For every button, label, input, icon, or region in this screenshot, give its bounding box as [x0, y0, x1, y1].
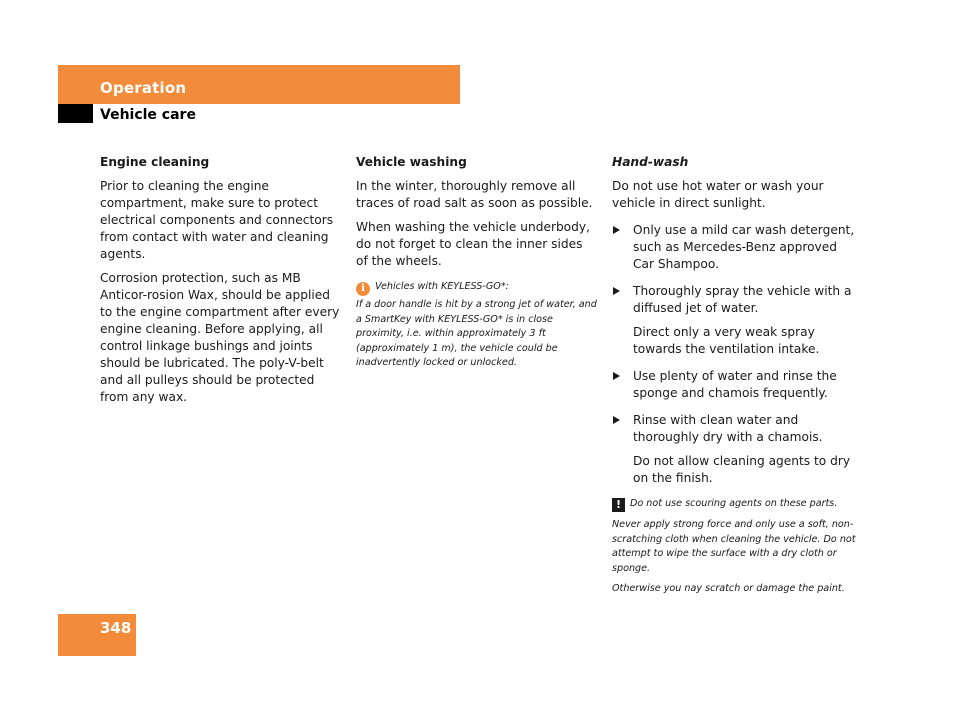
arrow-bullet-icon	[613, 287, 620, 295]
paint-warning-title: Do not use scouring agents on these parts.	[630, 498, 838, 509]
arrow-bullet-icon	[613, 372, 620, 380]
list-item	[612, 283, 857, 317]
vehicle-washing-heading: Vehicle washing	[356, 155, 467, 169]
paint-warning-paragraph-2: Otherwise you nay scratch or damage the paint.	[612, 583, 845, 594]
section-title: Operation	[100, 79, 187, 97]
engine-cleaning-heading: Engine cleaning	[100, 155, 210, 169]
engine-cleaning-paragraph-1: Prior to cleaning the engine compartment, make sure to protect electrical components and connectors from contact with water and cleaning agents.	[100, 179, 334, 261]
list-item	[612, 222, 857, 273]
hand-wash-step-1: Only use a mild car wash detergent, such as Mercedes-Benz approved Car Shampoo.	[633, 223, 855, 271]
column-hand-wash	[612, 154, 857, 603]
hand-wash-step-4-detail: Do not allow cleaning agents to dry on the finish.	[633, 454, 851, 485]
hand-wash-heading: Hand-wash	[612, 155, 689, 169]
keyless-go-note	[356, 280, 598, 371]
warning-icon: !	[612, 498, 625, 512]
keyless-go-note-body: If a door handle is hit by a strong jet of water, and a SmartKey with KEYLESS-GO* is in close proximity, i.e. within approximately 3 ft (approximately 1 m), the vehicle could be inadvertently locked or unlocked.	[356, 299, 597, 368]
arrow-bullet-icon	[613, 416, 620, 424]
paint-warning-title-row	[612, 497, 857, 512]
hand-wash-step-3: Use plenty of water and rinse the sponge and chamois frequently.	[633, 369, 837, 400]
hand-wash-intro: Do not use hot water or wash your vehicle in direct sunlight.	[612, 179, 824, 210]
list-item	[612, 412, 857, 446]
paint-warning-note	[612, 497, 857, 597]
vehicle-washing-paragraph-1: In the winter, thoroughly remove all traces of road salt as soon as possible.	[356, 179, 593, 210]
engine-cleaning-paragraph-2: Corrosion protection, such as MB Anticor-rosion Wax, should be applied to the engine compartment after every engine cleaning. Before applying, all control linkage bushings and joints should be lubricated. The poly-V-belt and all pulleys should be protected from any wax.	[100, 271, 340, 404]
hand-wash-step-4: Rinse with clean water and thoroughly dry with a chamois.	[633, 413, 823, 444]
keyless-go-note-title-row	[356, 280, 598, 296]
page-number: 348	[100, 619, 132, 637]
arrow-bullet-icon	[613, 226, 620, 234]
column-engine-cleaning	[100, 154, 340, 413]
vehicle-washing-paragraph-2: When washing the vehicle underbody, do not forget to clean the inner sides of the wheels.	[356, 220, 590, 268]
hand-wash-step-2-detail: Direct only a very weak spray towards the ventilation intake.	[633, 325, 820, 356]
paint-warning-paragraph-1: Never apply strong force and only use a soft, non-scratching cloth when cleaning the vehicle. Do not attempt to wipe the surface with a dry cloth or sponge.	[612, 519, 856, 574]
keyless-go-note-title: Vehicles with KEYLESS-GO*:	[375, 281, 509, 292]
subsection-title: Vehicle care	[100, 107, 196, 123]
list-item	[612, 368, 857, 402]
hand-wash-step-2: Thoroughly spray the vehicle with a diffused jet of water.	[633, 284, 852, 315]
header-marker	[58, 104, 93, 123]
info-icon: i	[356, 282, 370, 296]
column-vehicle-washing	[356, 154, 598, 377]
